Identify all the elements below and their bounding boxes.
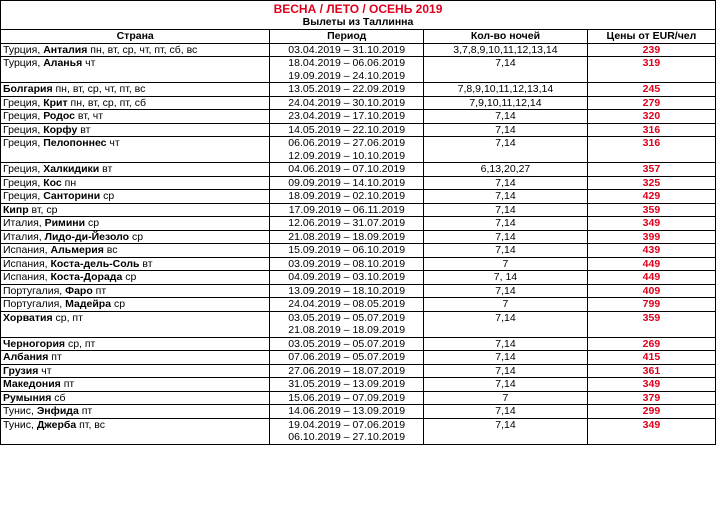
departure-days: вт, чт [75, 110, 104, 122]
country-prefix: Тунис, [3, 405, 37, 417]
period-range: 21.08.2019 – 18.09.2019 [288, 230, 406, 243]
period-range: 13.05.2019 – 22.09.2019 [288, 83, 406, 95]
price-cell: 399 [587, 230, 715, 244]
departure-days: ср [100, 190, 115, 202]
column-header-nights: Кол-во ночей [424, 30, 588, 44]
departure-days: ср, пт [65, 337, 96, 350]
country-prefix: Греция, [3, 137, 44, 149]
country-cell [1, 405, 270, 419]
table-row [1, 137, 716, 163]
nights-cell: 7,14 [424, 418, 588, 444]
departure-days: ср [111, 298, 126, 310]
period-cell [270, 418, 424, 444]
destination-name: Пелопоннес [43, 137, 107, 149]
departure-days: вс [103, 244, 118, 256]
nights-cell: 7,14 [424, 230, 588, 244]
country-cell [1, 244, 270, 258]
period-range: 23.04.2019 – 17.10.2019 [288, 110, 406, 122]
destination-name: Альмерия [50, 244, 104, 256]
departure-days: пн, вт, ср, чт, пт, сб, вс [87, 43, 198, 56]
country-prefix: Греция, [3, 123, 44, 136]
table-row [1, 337, 716, 351]
period-range: 31.05.2019 – 13.09.2019 [288, 378, 406, 390]
table-row [1, 391, 716, 405]
country-cell [1, 110, 270, 124]
country-prefix: Турция, [3, 57, 44, 69]
destination-name: Грузия [3, 364, 39, 377]
nights-cell: 7 [424, 391, 588, 405]
period-cell [270, 96, 424, 110]
column-header-row [1, 30, 716, 44]
departure-days: пн, вт, ср, чт, пт, вс [52, 83, 146, 95]
period-cell [270, 110, 424, 124]
nights-cell: 7,14 [424, 123, 588, 137]
destination-name: Римини [44, 217, 86, 229]
period-range: 24.04.2019 – 08.05.2019 [288, 298, 406, 310]
destination-name: Македония [3, 378, 61, 390]
period-cell [270, 137, 424, 163]
destination-name: Фаро [65, 284, 93, 297]
country-cell [1, 163, 270, 177]
period-range: 06.10.2019 – 27.10.2019 [288, 431, 406, 443]
period-range: 13.09.2019 – 18.10.2019 [288, 284, 406, 297]
table-row [1, 217, 716, 231]
country-prefix: Испания, [3, 244, 51, 256]
country-cell [1, 203, 270, 217]
table-row [1, 311, 716, 337]
destination-name: Санторини [43, 190, 101, 202]
table-row [1, 418, 716, 444]
period-cell [270, 405, 424, 419]
price-cell: 439 [587, 244, 715, 258]
sheet-subtitle: Вылеты из Таллинна [1, 16, 716, 30]
price-cell: 799 [587, 298, 715, 312]
departure-days: ср [85, 217, 100, 229]
departure-days: вт, ср [28, 203, 58, 216]
departure-days: пт [48, 351, 62, 363]
country-cell [1, 418, 270, 444]
country-cell [1, 83, 270, 97]
nights-cell: 7 [424, 257, 588, 271]
departure-days: чт [82, 57, 96, 69]
country-prefix: Греция, [3, 96, 44, 109]
country-prefix: Турция, [3, 43, 44, 56]
departure-days: вт [99, 163, 113, 175]
price-cell: 349 [587, 217, 715, 231]
price-cell: 325 [587, 176, 715, 190]
country-cell [1, 364, 270, 378]
departure-days: вт [139, 257, 153, 270]
country-prefix: Греция, [3, 176, 44, 189]
destination-name: Румыния [3, 391, 52, 404]
nights-cell: 7,9,10,11,12,14 [424, 96, 588, 110]
destination-name: Джерба [36, 418, 77, 431]
period-cell [270, 351, 424, 365]
price-cell: 449 [587, 271, 715, 285]
period-cell [270, 230, 424, 244]
destination-name: Крит [43, 96, 68, 109]
column-header-period: Период [270, 30, 424, 44]
country-cell [1, 298, 270, 312]
country-cell [1, 311, 270, 337]
price-cell: 359 [587, 203, 715, 217]
period-cell [270, 271, 424, 285]
destination-name: Кипр [3, 203, 29, 216]
departure-days: пт, вс [76, 418, 105, 431]
nights-cell: 7,14 [424, 244, 588, 258]
country-cell [1, 137, 270, 163]
column-header-country: Страна [1, 30, 270, 44]
destination-name: Кос [43, 176, 62, 189]
period-range: 03.05.2019 – 05.07.2019 [288, 337, 406, 350]
table-row [1, 257, 716, 271]
column-header-price: Цены от EUR/чел [587, 30, 715, 44]
country-cell [1, 176, 270, 190]
destination-name: Болгария [3, 83, 53, 95]
table-row [1, 203, 716, 217]
destination-name: Коста-Дорада [50, 271, 123, 283]
price-cell: 320 [587, 110, 715, 124]
nights-cell: 7,14 [424, 364, 588, 378]
departure-days: пт [92, 284, 107, 297]
price-cell: 316 [587, 137, 715, 163]
period-cell [270, 391, 424, 405]
period-range: 04.09.2019 – 03.10.2019 [288, 271, 406, 283]
price-cell: 359 [587, 311, 715, 337]
country-cell [1, 57, 270, 83]
country-cell [1, 123, 270, 137]
price-cell: 319 [587, 57, 715, 83]
table-row [1, 190, 716, 204]
price-cell: 316 [587, 123, 715, 137]
departure-days: ср [122, 271, 137, 283]
nights-cell: 7,14 [424, 203, 588, 217]
period-range: 12.06.2019 – 31.07.2019 [288, 217, 406, 229]
table-row [1, 163, 716, 177]
price-cell: 269 [587, 337, 715, 351]
destination-name: Анталия [43, 43, 88, 56]
table-row [1, 110, 716, 124]
departure-days: чт [38, 364, 52, 377]
country-cell [1, 391, 270, 405]
period-range: 04.06.2019 – 07.10.2019 [288, 163, 406, 175]
nights-cell: 7,14 [424, 351, 588, 365]
country-cell [1, 190, 270, 204]
period-range: 14.05.2019 – 22.10.2019 [288, 123, 406, 136]
period-cell [270, 163, 424, 177]
period-cell [270, 311, 424, 337]
country-prefix: Испания, [3, 257, 51, 270]
table-row [1, 96, 716, 110]
departure-days: чт [106, 137, 120, 149]
period-cell [270, 364, 424, 378]
table-row [1, 244, 716, 258]
destination-name: Лидо-ди-Йезоло [44, 230, 130, 243]
nights-cell: 7,14 [424, 405, 588, 419]
table-row [1, 284, 716, 298]
price-cell: 299 [587, 405, 715, 419]
price-cell: 429 [587, 190, 715, 204]
destination-name: Албания [3, 351, 49, 363]
price-cell: 349 [587, 378, 715, 392]
period-cell [270, 217, 424, 231]
country-prefix: Греция, [3, 190, 44, 202]
country-prefix: Греция, [3, 110, 44, 122]
nights-cell: 7,14 [424, 57, 588, 83]
period-cell [270, 123, 424, 137]
country-prefix: Греция, [3, 163, 44, 175]
destination-name: Коста-дель-Соль [50, 257, 140, 270]
table-row [1, 364, 716, 378]
table-row [1, 378, 716, 392]
table-row [1, 43, 716, 57]
nights-cell: 7,14 [424, 190, 588, 204]
period-range: 14.06.2019 – 13.09.2019 [288, 405, 406, 417]
destination-name: Мадейра [65, 298, 112, 310]
period-range: 18.09.2019 – 02.10.2019 [288, 190, 406, 202]
nights-cell: 3,7,8,9,10,11,12,13,14 [424, 43, 588, 57]
departure-days: пн [61, 176, 77, 189]
nights-cell: 7,14 [424, 217, 588, 231]
country-prefix: Италия, [3, 230, 45, 243]
period-range: 18.04.2019 – 06.06.2019 [288, 57, 406, 69]
nights-cell: 7,14 [424, 137, 588, 163]
price-cell: 379 [587, 391, 715, 405]
price-cell: 279 [587, 96, 715, 110]
period-cell [270, 257, 424, 271]
country-prefix: Тунис, [3, 418, 37, 431]
destination-name: Хорватия [3, 311, 53, 324]
destination-name: Корфу [43, 123, 78, 136]
nights-cell: 7,14 [424, 284, 588, 298]
period-range: 06.06.2019 – 27.06.2019 [288, 137, 406, 149]
period-cell [270, 203, 424, 217]
period-cell [270, 83, 424, 97]
departure-days: ср, пт [52, 311, 83, 324]
price-cell: 239 [587, 43, 715, 57]
country-cell [1, 257, 270, 271]
country-prefix: Испания, [3, 271, 51, 283]
period-cell [270, 176, 424, 190]
price-cell: 349 [587, 418, 715, 444]
period-cell [270, 298, 424, 312]
price-cell: 415 [587, 351, 715, 365]
nights-cell: 7, 14 [424, 271, 588, 285]
period-range: 15.06.2019 – 07.09.2019 [288, 391, 406, 404]
price-cell: 357 [587, 163, 715, 177]
nights-cell: 6,13,20,27 [424, 163, 588, 177]
period-cell [270, 43, 424, 57]
period-cell [270, 378, 424, 392]
destination-name: Аланья [43, 57, 83, 69]
period-range: 09.09.2019 – 14.10.2019 [288, 176, 406, 189]
nights-cell: 7,14 [424, 337, 588, 351]
price-cell: 245 [587, 83, 715, 97]
period-range: 15.09.2019 – 06.10.2019 [288, 244, 406, 256]
country-cell [1, 337, 270, 351]
period-range: 03.09.2019 – 08.10.2019 [288, 257, 406, 270]
nights-cell: 7,14 [424, 311, 588, 337]
departure-days: сб [51, 391, 66, 404]
country-cell [1, 230, 270, 244]
nights-cell: 7,8,9,10,11,12,13,14 [424, 83, 588, 97]
country-cell [1, 96, 270, 110]
country-cell [1, 217, 270, 231]
table-row [1, 230, 716, 244]
sheet-title: ВЕСНА / ЛЕТО / ОСЕНЬ 2019 [1, 1, 716, 17]
period-range: 24.04.2019 – 30.10.2019 [288, 96, 406, 109]
period-range: 03.04.2019 – 31.10.2019 [288, 43, 406, 56]
country-cell [1, 43, 270, 57]
country-cell [1, 271, 270, 285]
destination-name: Халкидики [43, 163, 100, 175]
period-cell [270, 244, 424, 258]
departure-days: вт [77, 123, 91, 136]
period-range: 12.09.2019 – 10.10.2019 [288, 149, 406, 162]
period-range: 19.04.2019 – 07.06.2019 [288, 418, 406, 431]
table-row [1, 298, 716, 312]
country-prefix: Португалия, [3, 298, 66, 310]
departure-days: пт [78, 405, 93, 417]
period-range: 07.06.2019 – 05.07.2019 [288, 351, 406, 363]
destination-name: Родос [43, 110, 75, 122]
country-cell [1, 378, 270, 392]
departure-days: ср [129, 230, 144, 243]
period-range: 03.05.2019 – 05.07.2019 [288, 311, 406, 324]
period-range: 17.09.2019 – 06.11.2019 [288, 203, 405, 216]
departure-days: пт [60, 378, 75, 390]
table-row [1, 176, 716, 190]
table-row [1, 57, 716, 83]
country-cell [1, 284, 270, 298]
period-cell [270, 284, 424, 298]
period-range: 27.06.2019 – 18.07.2019 [288, 364, 406, 377]
country-cell [1, 351, 270, 365]
nights-cell: 7,14 [424, 378, 588, 392]
table-row [1, 271, 716, 285]
table-row [1, 123, 716, 137]
nights-cell: 7 [424, 298, 588, 312]
destination-name: Черногория [3, 337, 66, 350]
period-range: 21.08.2019 – 18.09.2019 [288, 324, 406, 336]
price-cell: 449 [587, 257, 715, 271]
period-cell [270, 57, 424, 83]
country-prefix: Португалия, [3, 284, 66, 297]
period-cell [270, 190, 424, 204]
table-row [1, 405, 716, 419]
price-cell: 361 [587, 364, 715, 378]
destination-name: Энфида [36, 405, 79, 417]
nights-cell: 7,14 [424, 110, 588, 124]
departure-days: пн, вт, ср, пт, сб [67, 96, 147, 109]
nights-cell: 7,14 [424, 176, 588, 190]
table-row [1, 83, 716, 97]
period-range: 19.09.2019 – 24.10.2019 [288, 69, 406, 82]
country-prefix: Италия, [3, 217, 45, 229]
period-cell [270, 337, 424, 351]
price-cell: 409 [587, 284, 715, 298]
table-row [1, 351, 716, 365]
